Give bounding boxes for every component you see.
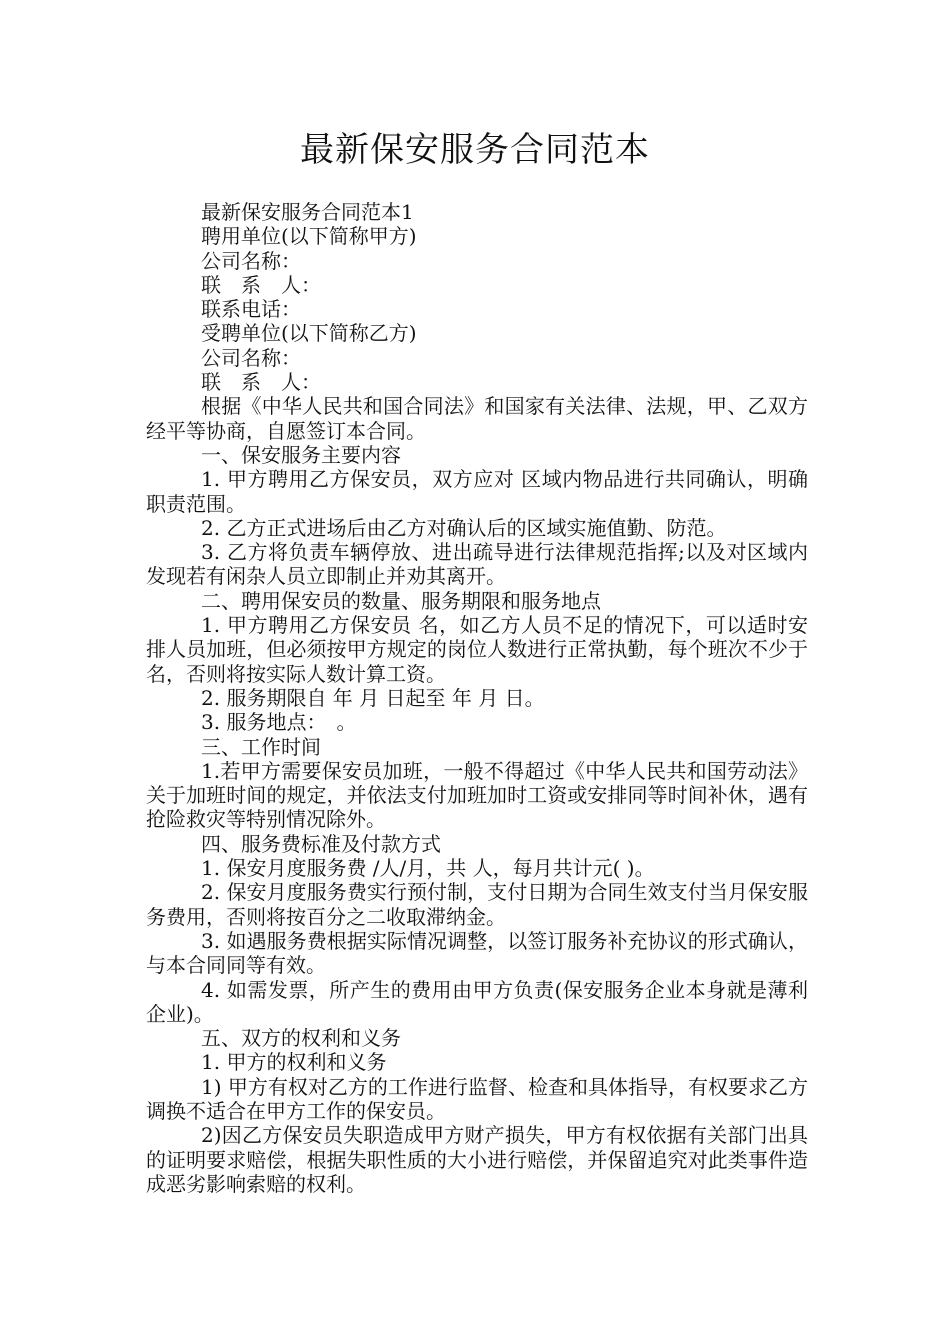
section-heading: 四、服务费标准及付款方式 — [201, 831, 441, 856]
paragraph: 联 系 人： — [201, 272, 321, 297]
paragraph: 1. 保安月度服务费 /人/月，共 人，每月共计元( )。 — [201, 856, 655, 881]
paragraph: 公司名称： — [201, 248, 301, 273]
section-heading: 五、双方的权利和义务 — [201, 1026, 401, 1051]
paragraph: 1. 甲方的权利和义务 — [201, 1050, 387, 1075]
paragraph: 受聘单位(以下简称乙方) — [201, 321, 417, 346]
section-heading: 一、保安服务主要内容 — [201, 442, 401, 467]
paragraph: 根据《中华人民共和国合同法》和国家有关法律、法规，甲、乙双方经平等协商，自愿签订本合同。 — [146, 394, 808, 443]
paragraph: 联系电话： — [201, 297, 301, 322]
document-body — [146, 200, 808, 1196]
paragraph: 公司名称： — [201, 345, 301, 370]
paragraph: 2. 乙方正式进场后由乙方对确认后的区域实施值勤、防范。 — [201, 515, 727, 540]
paragraph: 1) 甲方有权对乙方的工作进行监督、检查和具体指导，有权要求乙方调换不适合在甲方工作的保安员。 — [146, 1074, 808, 1123]
paragraph: 3. 乙方将负责车辆停放、进出疏导进行法律规范指挥;以及对区域内发现若有闲杂人员立即制止并劝其离开。 — [146, 540, 808, 589]
section-heading: 三、工作时间 — [201, 734, 321, 759]
section-heading: 二、聘用保安员的数量、服务期限和服务地点 — [201, 588, 601, 613]
paragraph: 3. 服务地点： 。 — [201, 710, 357, 735]
paragraph: 联 系 人： — [201, 370, 321, 395]
paragraph: 4. 如需发票，所产生的费用由甲方负责(保安服务企业本身就是薄利企业)。 — [146, 977, 808, 1026]
paragraph: 3. 如遇服务费根据实际情况调整，以签订服务补充协议的形式确认，与本合同同等有效。 — [146, 928, 808, 978]
paragraph: 最新保安服务合同范本1 — [201, 200, 414, 224]
paragraph: 1.若甲方需要保安员加班，一般不得超过《中华人民共和国劳动法》关于加班时间的规定，并依法支付加班加时工资或安排同等时间补休，遇有抢险救灾等特别情况除外。 — [146, 758, 808, 832]
paragraph: 1. 甲方聘用乙方保安员 名，如乙方人员不足的情况下，可以适时安排人员加班，但必须按甲方规定的岗位人数进行正常执勤，每个班次不少于名，否则将按实际人数计算工资。 — [146, 613, 808, 686]
paragraph: 1. 甲方聘用乙方保安员，双方应对 区域内物品进行共同确认，明确职责范围。 — [146, 467, 808, 516]
document-title: 最新保安服务合同范本 — [300, 130, 650, 170]
paragraph: 2. 保安月度服务费实行预付制，支付日期为合同生效支付当月保安服务费用，否则将按百分之二收取滞纳金。 — [146, 880, 808, 929]
paragraph: 聘用单位(以下简称甲方) — [201, 224, 417, 249]
paragraph: 2)因乙方保安员失职造成甲方财产损失，甲方有权依据有关部门出具的证明要求赔偿，根据失职性质的大小进行赔偿，并保留追究对此类事件造成恶劣影响索赔的权利。 — [146, 1123, 808, 1196]
paragraph: 2. 服务期限自 年 月 日起至 年 月 日。 — [201, 685, 545, 710]
